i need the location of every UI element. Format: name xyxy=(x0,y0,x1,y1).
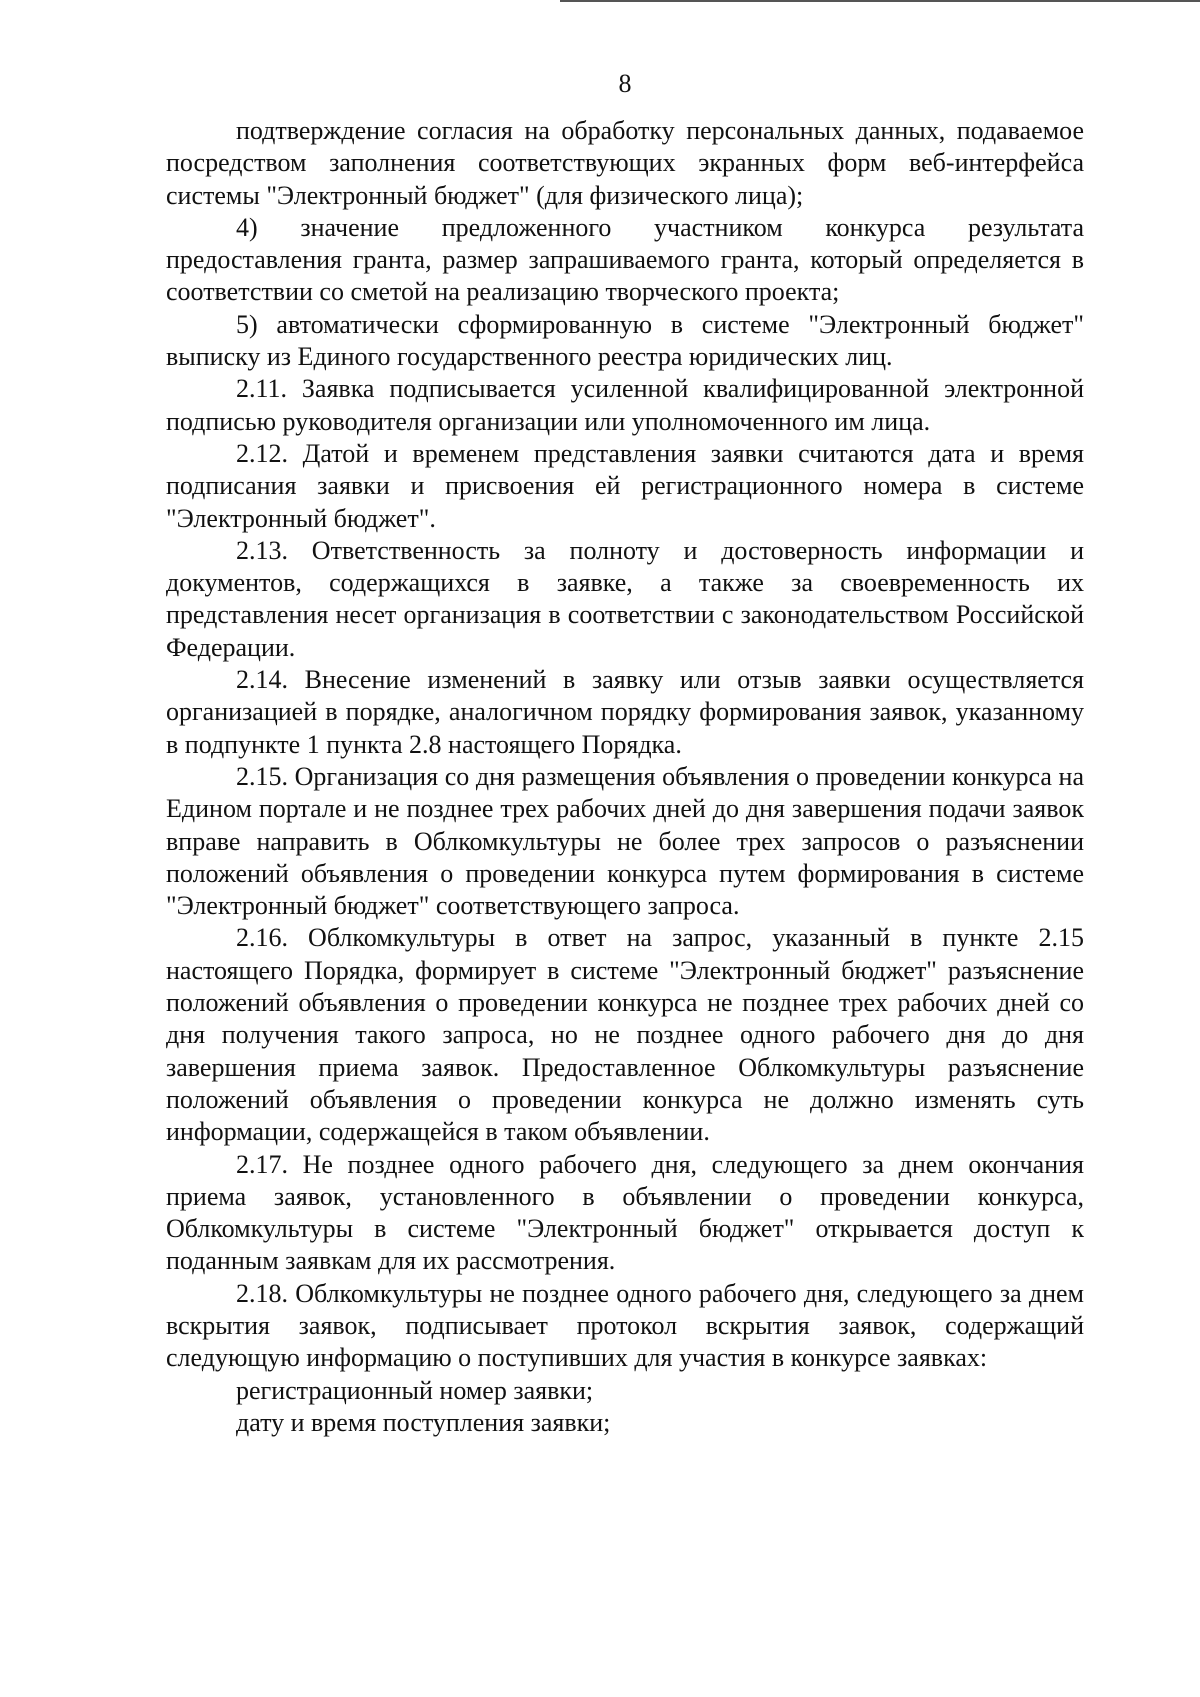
paragraph-consent: подтверждение согласия на обработку персональных данных, подаваемое посредством заполнения соответствующих экранных форм веб-интерфейса системы "Электронный бюджет" (для физического лица); xyxy=(166,116,1084,210)
paragraph-item-5: 5) автоматически сформированную в системе "Электронный бюджет" выписку из Единого государственного реестра юридических лиц. xyxy=(166,309,1084,372)
paragraph-2-15: 2.15. Организация со дня размещения объявления о проведении конкурса на Едином портале и не позднее трех рабочих дней до дня завершения подачи заявок вправе направить в Облкомкультуры не более трех запросов о разъяснении положений объявления о проведении конкурса путем формирования в системе "Электронный бюджет" соответствующего запроса. xyxy=(166,761,1084,921)
paragraph-2-18: 2.18. Облкомкультуры не позднее одного рабочего дня, следующего за днем вскрытия заявок, подписывает протокол вскрытия заявок, содержащий следующую информацию о поступивших для участия в конкурсе заявках: xyxy=(166,1278,1084,1373)
page-number: 8 xyxy=(618,69,632,98)
document-body xyxy=(166,115,1084,1439)
paragraph-2-13: 2.13. Ответственность за полноту и достоверность информации и документов, содержащихся в заявке, а также за своевременность их представления несет организация в соответствии с законодательством Российской Федерации. xyxy=(166,535,1084,662)
paragraph-2-17: 2.17. Не позднее одного рабочего дня, следующего за днем окончания приема заявок, установленного в объявлении о проведении конкурса, Облкомкультуры в системе "Электронный бюджет" открывается доступ к поданным заявкам для их рассмотрения. xyxy=(166,1149,1084,1276)
scan-top-edge-line xyxy=(560,0,1200,2)
paragraph-item-4: 4) значение предложенного участником конкурса результата предоставления гранта, размер запрашиваемого гранта, который определяется в соответствии со сметой на реализацию творческого проекта; xyxy=(166,212,1084,307)
paragraph-2-14: 2.14. Внесение изменений в заявку или отзыв заявки осуществляется организацией в порядке, аналогичном порядку формирования заявок, указанному в подпункте 1 пункта 2.8 настоящего Порядка. xyxy=(166,665,1084,759)
list-item-date-time: дату и время поступления заявки; xyxy=(236,1407,611,1437)
list-item-registration-number: регистрационный номер заявки; xyxy=(236,1375,594,1405)
paragraph-2-12: 2.12. Датой и временем представления заявки считаются дата и время подписания заявки и присвоения ей регистрационного номера в системе "Электронный бюджет". xyxy=(166,438,1084,533)
paragraph-2-11: 2.11. Заявка подписывается усиленной квалифицированной электронной подписью руководителя организации или уполномоченного им лица. xyxy=(166,374,1084,436)
paragraph-2-16: 2.16. Облкомкультуры в ответ на запрос, указанный в пункте 2.15 настоящего Порядка, формирует в системе "Электронный бюджет" разъяснение положений объявления о проведении конкурса не позднее трех рабочих дней со дня получения такого запроса, но не позднее одного рабочего дня до дня завершения приема заявок. Предоставленное Облкомкультуры разъяснение положений объявления о проведении конкурса не должно изменять суть информации, содержащейся в таком объявлении. xyxy=(166,923,1084,1147)
